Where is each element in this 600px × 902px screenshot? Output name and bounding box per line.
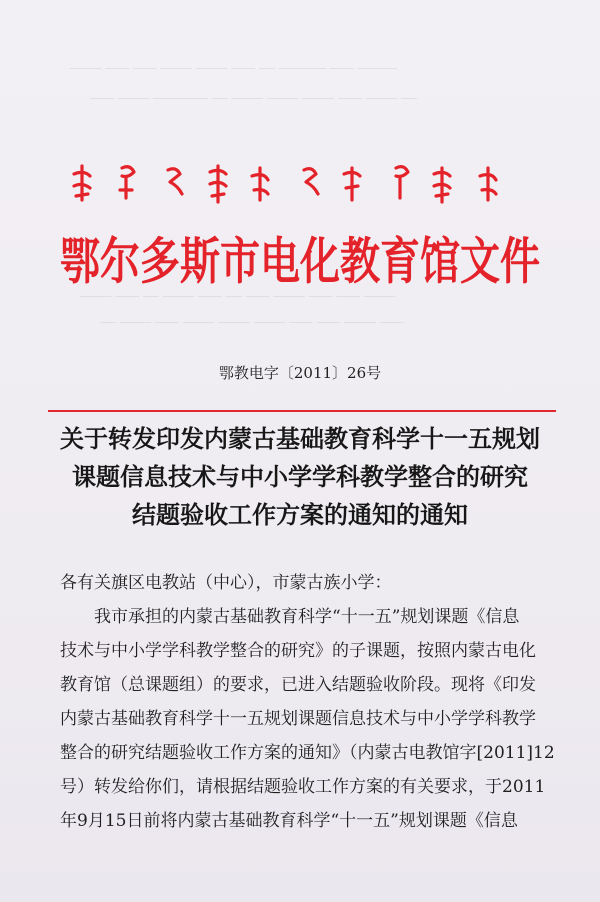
subject-line: 结题验收工作方案的通知的通知 (132, 500, 468, 529)
paragraph-line: 年9月15日前将内蒙古基础教育科学“十一五”规划课题《信息 (60, 811, 518, 831)
paragraph-line: 整合的研究结题验收工作方案的通知》（内蒙古电教馆字[2011]12 (60, 743, 555, 763)
paragraph-line: 内蒙古基础教育科学十一五规划课题信息技术与中小学学科教学 (60, 709, 536, 729)
notice-subject (0, 420, 600, 534)
bleed-through-text: ── ──── ─── ──── ──── ──── ─── ─── ──── ─── (100, 316, 404, 331)
bleed-through-text: ─── ──── ─────── ── ──── ──── ──── ─── ──── ── (90, 92, 417, 107)
salutation: 各有关旗区电教站（中心），市蒙古族小学： (60, 573, 392, 593)
bleed-through-text: ──── ─── ── ──── ─── ── ─── ──── ─── ─── ──── (80, 290, 396, 305)
bleed-through-text: ──── ─── ─── ──── ──── ─── ── ────── ─── ───── (70, 62, 397, 77)
paragraph-line: 技术与中小学学科教学整合的研究》的子课题，按照内蒙古电化 (60, 641, 536, 661)
document-number: 鄂教电字〔2011〕26号 (218, 364, 382, 382)
issuer-title: 鄂尔多斯市电化教育馆文件 (60, 233, 540, 291)
paragraph-line: 教育馆（总课题组）的要求，已进入结题验收阶段。现将《印发 (60, 675, 536, 695)
subject-line: 关于转发印发内蒙古基础教育科学十一五规划 (60, 424, 540, 453)
notice-body (60, 566, 560, 838)
paragraph-line: 号）转发给你们，请根据结题验收工作方案的有关要求，于2011 (60, 777, 546, 797)
red-divider-line (48, 410, 556, 412)
body-paragraph (60, 600, 560, 838)
subject-line: 课题信息技术与中小学学科教学整合的研究 (72, 462, 528, 491)
paragraph-line: 我市承担的内蒙古基础教育科学“十一五”规划课题《信息 (94, 607, 520, 627)
mongolian-script-header (70, 160, 530, 210)
